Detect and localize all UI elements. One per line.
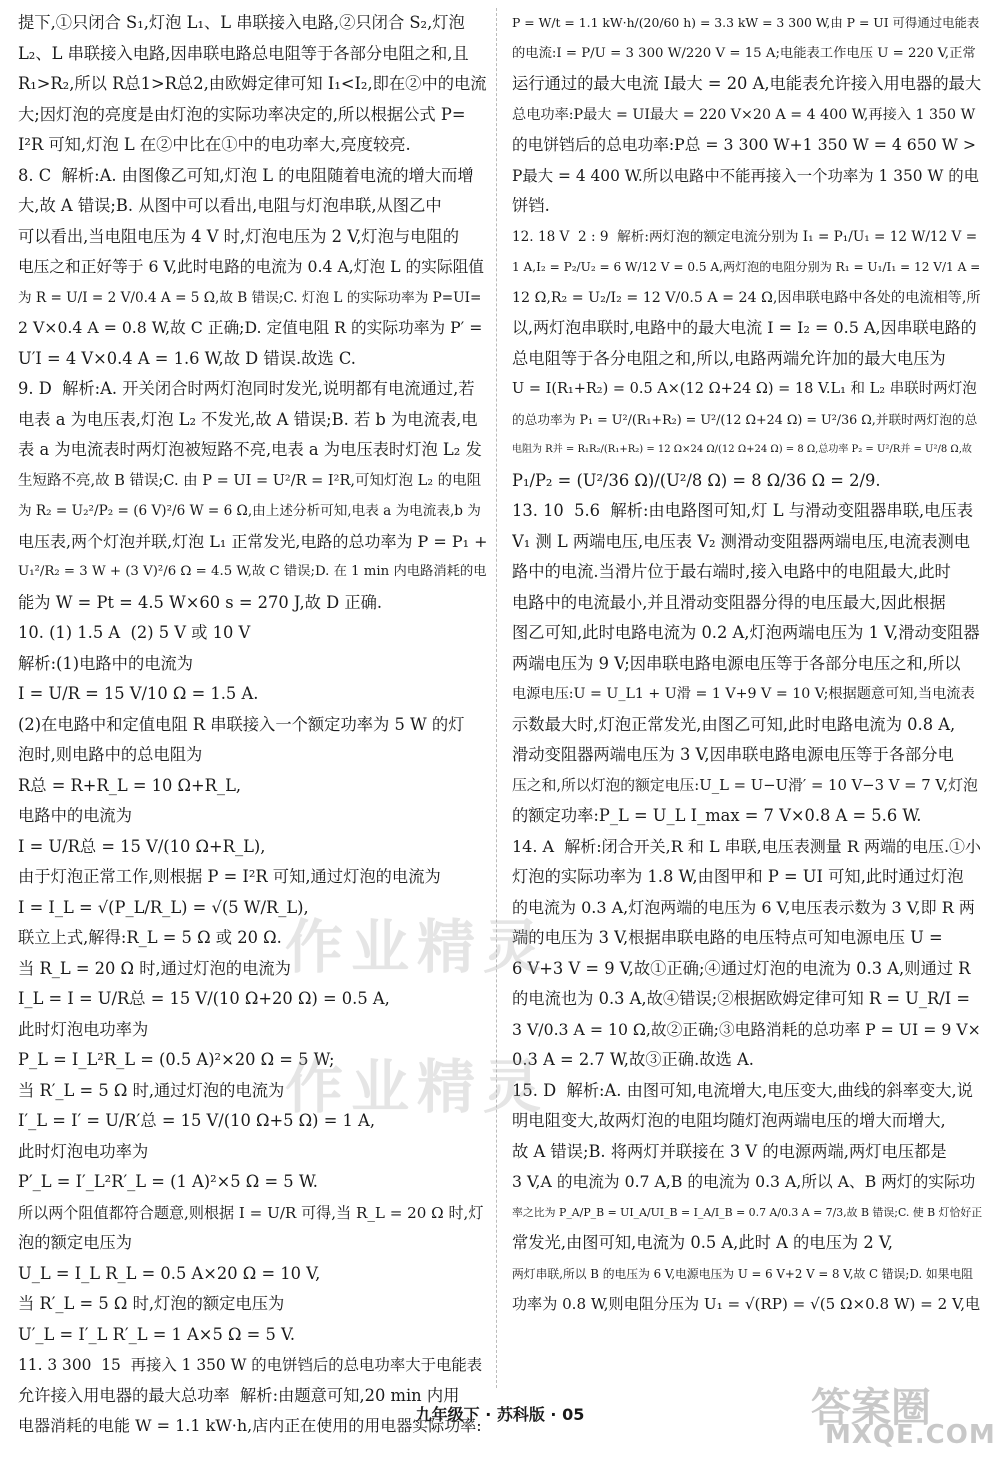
text-line: 9. D 解析:A. 开关闭合时两灯泡同时发光,说明都有电流通过,若: [18, 379, 475, 398]
text-line: 压之和,所以灯泡的额定电压:U_L = U−U滑′ = 10 V−3 V = 7 V,灯泡: [512, 776, 978, 794]
page-footer: 九年级下 · 苏科版 · 05: [415, 1405, 585, 1424]
site-logo: 答案圈 MXQE.COM: [811, 1385, 996, 1450]
text-line: 滑动变阻器两端电压为 3 V,因串联电路电源电压等于各部分电: [512, 745, 954, 764]
text-line: 电路中的电流为: [18, 806, 132, 825]
text-line: 以,两灯泡串联时,电路中的最大电流 I = I₂ = 0.5 A,因串联电路的: [512, 318, 977, 337]
text-line: P₁/P₂ = (U²/36 Ω)/(U²/8 Ω) = 8 Ω/36 Ω = 2/9.: [512, 470, 881, 490]
text-line: 饼铛.: [512, 196, 550, 215]
text-line: 所以两个阻值都符合题意,则根据 I = U/R 可得,当 R_L = 20 Ω 时,灯: [18, 1203, 484, 1222]
text-line: 两端电压为 9 V;因串联电路电源电压等于各部分电压之和,所以: [512, 653, 961, 673]
text-line: 解析:(1)电路中的电流为: [18, 653, 194, 673]
text-line: 大,故 A 错误;B. 从图中可以看出,电阻与灯泡串联,从图乙中: [18, 196, 442, 215]
text-line: 的额定功率:P_L = U_L I_max = 7 V×0.8 A = 5.6 W.: [512, 806, 922, 825]
text-line: 故 A 错误;B. 将两灯并联接在 3 V 的电源两端,两灯电压都是: [512, 1141, 947, 1161]
text-line: 大;因灯泡的亮度是由灯泡的实际功率决定的,所以根据公式 P=: [18, 104, 466, 124]
text-line: 8. C 解析:A. 由图像乙可知,灯泡 L 的电阻随着电流的增大而增: [18, 165, 474, 185]
text-line: 14. A 解析:闭合开关,R 和 L 串联,电压表测量 R 两端的电压.①小: [512, 836, 982, 856]
text-line: 常发光,由图可知,电流为 0.5 A,此时 A 的电压为 2 V,: [512, 1233, 893, 1252]
text-line: 11. 3 300 15 再接入 1 350 W 的电饼铛后的总电功率大于电能表: [18, 1356, 483, 1374]
text-line: 为 R = U/I = 2 V/0.4 A = 5 Ω,故 B 错误;C. 灯泡 L 的实际功率为 P=UI=: [18, 289, 482, 306]
text-line: I = I_L = √(P_L/R_L) = √(5 W/R_L),: [18, 897, 309, 917]
text-line: R₁>R₂,所以 R总1>R总2,由欧姆定律可知 I₁<I₂,即在②中的电流: [18, 74, 487, 93]
text-line: 运行通过的最大电流 I最大 = 20 A,电能表允许接入用电器的最大: [512, 74, 982, 93]
right-column: [512, 8, 982, 1320]
text-line: 电阻为 R并 = R₁R₂/(R₁+R₂) = 12 Ω×24 Ω/(12 Ω+24 Ω) = 8 Ω,总功率 P₂ = U²/R并 = U²/8 Ω,故: [512, 444, 972, 455]
text-line: L₂、L 串联接入电路,因串联电路总电阻等于各部分电阻之和,且: [18, 43, 469, 63]
text-line: 3 V,A 的电流为 0.7 A,B 的电流为 0.3 A,所以 A、B 两灯的实际功: [512, 1172, 976, 1191]
text-line: 的电流为 0.3 A,灯泡两端的电压为 6 V,电压表示数为 3 V,即 R 两: [512, 897, 975, 917]
text-line: 表 a 为电流表时两灯泡被短路不亮,电表 a 为电压表时灯泡 L₂ 发: [18, 440, 482, 459]
text-line: 的总功率为 P₁ = U²/(R₁+R₂) = U²/(12 Ω+24 Ω) = U²/36 Ω,并联时两灯泡的总: [512, 411, 978, 427]
text-line: 电压之和正好等于 6 V,此时电路的电流为 0.4 A,灯泡 L 的实际阻值: [18, 257, 484, 276]
text-line: 总电阻等于各分电阻之和,所以,电路两端允许加的最大电压为: [512, 348, 946, 368]
text-line: 示数最大时,灯泡正常发光,由图乙可知,此时电路电流为 0.8 A,: [512, 714, 956, 734]
text-line: P = W/t = 1.1 kW·h/(20/60 h) = 3.3 kW = 3 300 W,由 P = UI 可得通过电能表: [512, 15, 980, 30]
text-line: 图乙可知,此时电路电流为 0.2 A,灯泡两端电压为 1 V,滑动变阻器: [512, 623, 980, 642]
text-line: 的电流也为 0.3 A,故④错误;②根据欧姆定律可知 R = U_R/I =: [512, 989, 971, 1008]
text-line: 当 R′_L = 5 Ω 时,通过灯泡的电流为: [18, 1080, 285, 1100]
column-divider: [496, 8, 497, 1388]
text-line: 6 V+3 V = 9 V,故①正确;④通过灯泡的电流为 0.3 A,则通过 R: [512, 958, 971, 978]
text-line: 功率为 0.8 W,则电阻分压为 U₁ = √(RP) = √(5 Ω×0.8 W) = 2 V,电: [512, 1295, 981, 1313]
text-line: U′I = 4 V×0.4 A = 1.6 W,故 D 错误.故选 C.: [18, 348, 356, 368]
text-line: I_L = I = U/R总 = 15 V/(10 Ω+20 Ω) = 0.5 A,: [18, 989, 390, 1008]
text-line: 电压表,两个灯泡并联,灯泡 L₁ 正常发光,电路的总功率为 P = P₁ +: [18, 531, 488, 551]
text-line: 率之比为 P_A/P_B = UI_A/UI_B = I_A/I_B = 0.7 A/0.3 A = 7/3,故 B 错误;C. 使 B 灯恰好正: [512, 1205, 982, 1219]
text-line: 允许接入用电器的最大总功率 解析:由题意可知,20 min 内用: [18, 1385, 460, 1405]
text-line: 电源电压:U = U_L1 + U滑 = 1 V+9 V = 10 V;根据题意可知,当电流表: [512, 686, 975, 702]
text-line: 灯泡的实际功率为 1.8 W,由图甲和 P = UI 可知,此时通过灯泡: [512, 867, 964, 886]
text-line: P最大 = 4 400 W.所以电路中不能再接入一个功率为 1 350 W 的电: [512, 166, 979, 185]
text-line: 3 V/0.3 A = 10 Ω,故②正确;③电路消耗的总功率 P = UI = 9 V×: [512, 1019, 981, 1039]
text-line: R总 = R+R_L = 10 Ω+R_L,: [18, 775, 242, 795]
text-line: U₁²/R₂ = 3 W + (3 V)²/6 Ω = 4.5 W,故 C 错误;D. 在 1 min 内电路消耗的电: [18, 564, 487, 579]
text-line: U′_L = I′_L R′_L = 1 A×5 Ω = 5 V.: [18, 1324, 296, 1344]
text-line: 两灯串联,所以 B 的电压为 6 V,电源电压为 U = 6 V+2 V = 8 V,故 C 错误;D. 如果电阻: [512, 1266, 974, 1281]
text-line: 端的电压为 3 V,根据串联电路的电压特点可知电源电压 U =: [512, 928, 943, 947]
text-line: I = U/R = 15 V/10 Ω = 1.5 A.: [18, 684, 259, 703]
text-line: (2)在电路中和定值电阻 R 串联接入一个额定功率为 5 W 的灯: [18, 714, 465, 734]
text-line: V₁ 测 L 两端电压,电压表 V₂ 测滑动变阻器两端电压,电流表测电: [512, 531, 971, 551]
text-line: 联立上式,解得:R_L = 5 Ω 或 20 Ω.: [18, 928, 282, 947]
text-line: 为 R₂ = U₂²/P₂ = (6 V)²/6 W = 6 Ω,由上述分析可知,电表 a 为电流表,b 为: [18, 503, 481, 519]
text-line: 泡时,则电路中的总电阻为: [18, 745, 203, 764]
text-line: I = U/R总 = 15 V/(10 Ω+R_L),: [18, 836, 266, 856]
left-column: [18, 8, 488, 1442]
text-line: 此时灯泡电功率为: [18, 1019, 149, 1039]
text-line: I²R 可知,灯泡 L 在②中比在①中的电功率大,亮度较亮.: [18, 135, 411, 154]
text-line: 12. 18 V 2 : 9 解析:两灯泡的额定电流分别为 I₁ = P₁/U₁ = 12 W/12 V =: [512, 228, 978, 245]
text-line: 电器消耗的电能 W = 1.1 kW·h,店内正在使用的用电器实际功率:: [18, 1416, 482, 1435]
text-line: 路中的电流.当滑片位于最右端时,接入电路中的电阻最大,此时: [512, 562, 951, 581]
text-line: P′_L = I′_L²R′_L = (1 A)²×5 Ω = 5 W.: [18, 1172, 318, 1191]
text-line: 15. D 解析:A. 由图可知,电流增大,电压变大,曲线的斜率变大,说: [512, 1080, 973, 1100]
text-line: I′_L = I′ = U/R′总 = 15 V/(10 Ω+5 Ω) = 1 A,: [18, 1111, 375, 1130]
text-line: 由于灯泡正常工作,则根据 P = I²R 可知,通过灯泡的电流为: [18, 867, 441, 886]
text-line: 0.3 A = 2.7 W,故③正确.故选 A.: [512, 1050, 754, 1069]
watermark: 作业精灵: [285, 1053, 550, 1121]
text-line: 总电功率:P最大 = UI最大 = 220 V×20 A = 4 400 W,再接入 1 350 W: [512, 106, 976, 123]
text-line: 10. (1) 1.5 A (2) 5 V 或 10 V: [18, 623, 251, 642]
text-line: 当 R′_L = 5 Ω 时,灯泡的额定电压为: [18, 1294, 285, 1313]
text-line: 1 A,I₂ = P₂/U₂ = 6 W/12 V = 0.5 A,两灯泡的电阻分别为 R₁ = U₁/I₁ = 12 V/1 A =: [512, 260, 981, 274]
text-line: 能为 W = Pt = 4.5 W×60 s = 270 J,故 D 正确.: [18, 592, 383, 612]
text-line: 12 Ω,R₂ = U₂/I₂ = 12 V/0.5 A = 24 Ω,因串联电路中各处的电流相等,所: [512, 289, 981, 306]
text-line: U = I(R₁+R₂) = 0.5 A×(12 Ω+24 Ω) = 18 V.L₁ 和 L₂ 串联时两灯泡: [512, 381, 977, 397]
watermark: 作业精灵: [285, 913, 550, 981]
text-line: U_L = I_L R_L = 0.5 A×20 Ω = 10 V,: [18, 1263, 321, 1283]
text-line: 13. 10 5.6 解析:由电路图可知,灯 L 与滑动变阻器串联,电压表: [512, 501, 974, 520]
text-line: 的电饼铛后的总电功率:P总 = 3 300 W+1 350 W = 4 650 W >: [512, 135, 976, 154]
text-line: 电路中的电流最小,并且滑动变阻器分得的电压最大,因此根据: [512, 592, 946, 612]
text-line: 明电阻变大,故两灯泡的电阻均随灯泡两端电压的增大而增大,: [512, 1111, 946, 1130]
text-line: 泡的额定电压为: [18, 1233, 132, 1252]
text-line: 此时灯泡电功率为: [18, 1141, 149, 1161]
text-line: 可以看出,当电阻电压为 4 V 时,灯泡电压为 2 V,灯泡与电阻的: [18, 226, 459, 246]
text-line: 当 R_L = 20 Ω 时,通过灯泡的电流为: [18, 958, 291, 978]
text-line: 生短路不亮,故 B 错误;C. 由 P = UI = U²/R = I²R,可知灯泡 L₂ 的电阻: [18, 472, 482, 489]
text-line: 的电流:I = P/U = 3 300 W/220 V = 15 A;电能表工作电压 U = 220 V,正常: [512, 45, 976, 61]
text-line: P_L = I_L²R_L = (0.5 A)²×20 Ω = 5 W;: [18, 1050, 335, 1069]
text-line: 2 V×0.4 A = 0.8 W,故 C 正确;D. 定值电阻 R 的实际功率为 P′ =: [18, 318, 483, 337]
text-line: 提下,①只闭合 S₁,灯泡 L₁、L 串联接入电路,②只闭合 S₂,灯泡: [18, 13, 465, 32]
text-line: 电表 a 为电压表,灯泡 L₂ 不发光,故 A 错误;B. 若 b 为电流表,电: [18, 409, 478, 429]
